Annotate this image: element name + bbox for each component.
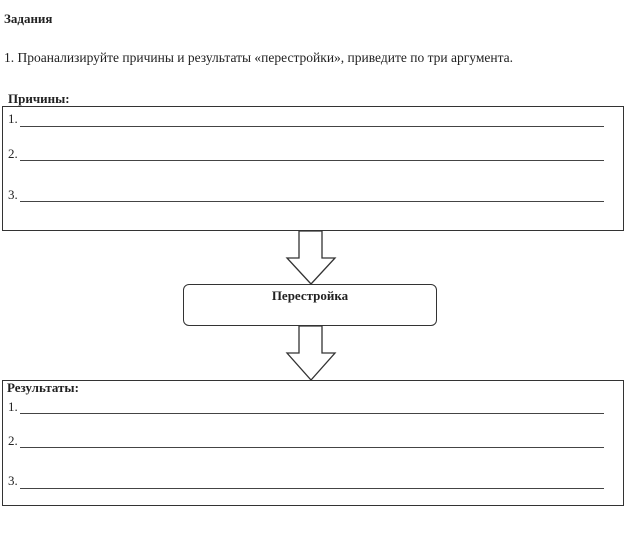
cause-number: 1. bbox=[8, 111, 18, 126]
arrow-down-icon bbox=[287, 326, 335, 380]
cause-number: 2. bbox=[8, 146, 18, 161]
cause-number: 3. bbox=[8, 187, 18, 202]
task-text: 1. Проанализируйте причины и результаты «перестройки», приведите по три аргумента. bbox=[4, 50, 514, 65]
heading: Задания bbox=[4, 11, 53, 26]
result-number: 1. bbox=[8, 399, 18, 414]
result-answer-line-3[interactable] bbox=[20, 488, 604, 489]
result-number: 3. bbox=[8, 473, 18, 488]
result-number: 2. bbox=[8, 433, 18, 448]
arrow-down-icon bbox=[287, 231, 335, 284]
result-answer-line-1[interactable] bbox=[20, 413, 604, 414]
center-box bbox=[183, 284, 437, 326]
result-answer-line-2[interactable] bbox=[20, 447, 604, 448]
causes-label: Причины: bbox=[8, 91, 70, 106]
results-label: Результаты: bbox=[7, 380, 79, 395]
center-label: Перестройка bbox=[271, 288, 349, 303]
